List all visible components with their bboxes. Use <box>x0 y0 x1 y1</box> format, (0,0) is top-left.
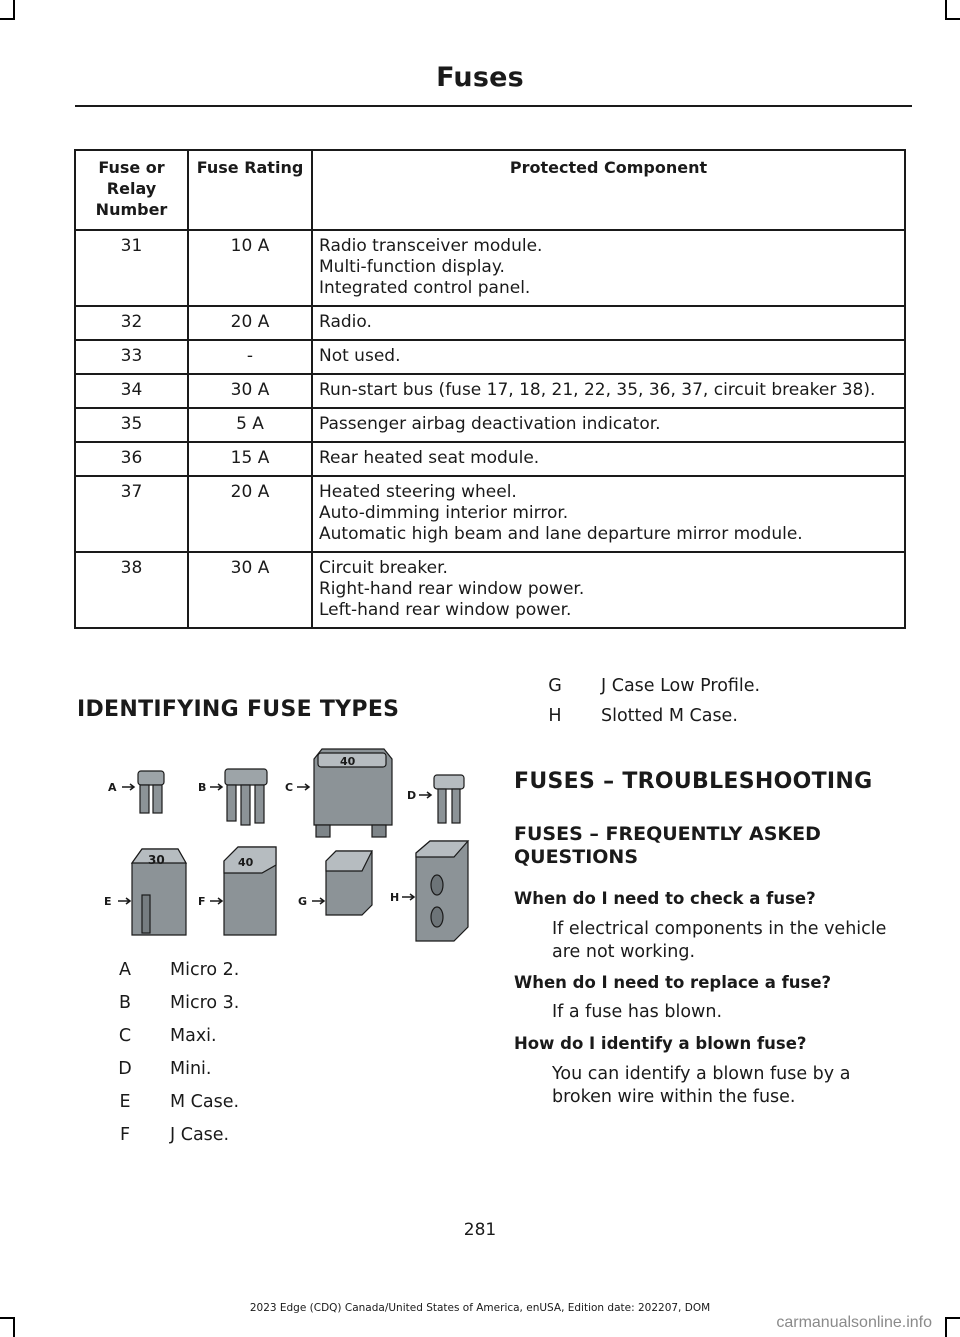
j-case-fuse-icon <box>224 847 276 935</box>
fuse-number-cell: 31 <box>75 230 188 306</box>
fuse-rating-cell: 10 A <box>188 230 312 306</box>
legend-item <box>115 1125 415 1158</box>
figure-label-c: C <box>285 781 294 794</box>
protected-component-cell <box>312 442 905 476</box>
fuse-number-cell: 38 <box>75 552 188 628</box>
fuse-types-illustration <box>92 745 477 945</box>
legend-key: A <box>119 960 131 980</box>
crop-mark <box>945 0 947 20</box>
table-row <box>75 374 905 408</box>
page-number: 281 <box>463 1220 497 1240</box>
fuse-rating-cell: 20 A <box>188 476 312 552</box>
component-line: Right-hand rear window power. <box>319 579 585 599</box>
fuse-legend-left <box>115 960 415 1158</box>
component-line: Automatic high beam and lane departure mirror module. <box>319 524 803 544</box>
crop-mark <box>945 1317 947 1337</box>
svg-text:30: 30 <box>148 853 165 867</box>
faq-question: When do I need to check a fuse? <box>514 889 816 908</box>
m-case-fuse-icon <box>132 849 186 935</box>
legend-item <box>545 706 905 736</box>
legend-key: H <box>548 706 562 726</box>
faq-answer: If electrical components in the vehicle are not working. <box>552 919 887 962</box>
watermark: carmanualsonline.info <box>776 1314 932 1331</box>
legend-item <box>545 676 905 706</box>
column-header-number: Fuse or Relay Number <box>75 150 188 230</box>
figure-label-b: B <box>198 781 207 794</box>
legend-value: Micro 2. <box>170 960 240 980</box>
table-header-row <box>75 150 905 230</box>
faq-answer: If a fuse has blown. <box>552 1002 723 1022</box>
legend-item <box>115 1059 415 1092</box>
maxi-fuse-icon <box>314 749 392 837</box>
figure-label-g: G <box>298 895 308 908</box>
component-line: Not used. <box>319 346 401 366</box>
component-line: Auto-dimming interior mirror. <box>319 503 569 523</box>
svg-text:40: 40 <box>340 755 356 768</box>
column-header-component: Protected Component <box>312 150 905 230</box>
fuse-number-cell: 33 <box>75 340 188 374</box>
component-line: Heated steering wheel. <box>319 482 517 502</box>
legend-key: D <box>118 1059 132 1079</box>
legend-key: F <box>119 1125 131 1145</box>
crop-mark <box>945 18 960 20</box>
figure-label-d: D <box>407 789 417 802</box>
title-divider <box>75 105 912 107</box>
legend-key: G <box>548 676 562 696</box>
fuse-number-cell: 35 <box>75 408 188 442</box>
fuse-types-heading: IDENTIFYING FUSE TYPES <box>77 697 400 722</box>
table-row <box>75 408 905 442</box>
component-line: Circuit breaker. <box>319 558 448 578</box>
protected-component-cell <box>312 408 905 442</box>
fuse-rating-cell: 30 A <box>188 552 312 628</box>
table-row <box>75 476 905 552</box>
page-title: Fuses <box>436 62 524 93</box>
component-line: Multi-function display. <box>319 257 505 277</box>
protected-component-cell <box>312 340 905 374</box>
legend-value: Slotted M Case. <box>601 706 738 726</box>
fuse-rating-cell: 20 A <box>188 306 312 340</box>
legend-key: E <box>119 1092 131 1112</box>
slotted-m-case-fuse-icon <box>416 841 468 941</box>
table-body <box>75 230 905 628</box>
legend-value: J Case. <box>170 1125 230 1145</box>
legend-item <box>115 960 415 993</box>
component-line: Radio transceiver module. <box>319 236 543 256</box>
protected-component-cell <box>312 230 905 306</box>
fuse-number-cell: 36 <box>75 442 188 476</box>
figure-label-h: H <box>390 891 400 904</box>
mini-fuse-icon <box>434 775 464 823</box>
component-line: Passenger airbag deactivation indicator. <box>319 414 661 434</box>
fuse-legend-right <box>545 676 905 736</box>
column-header-rating: Fuse Rating <box>188 150 312 230</box>
component-line: Rear heated seat module. <box>319 448 540 468</box>
component-line: Radio. <box>319 312 372 332</box>
legend-value: Micro 3. <box>170 993 240 1013</box>
figure-label-e: E <box>104 895 112 908</box>
table-row <box>75 552 905 628</box>
fuse-rating-cell: 5 A <box>188 408 312 442</box>
figure-label-a: A <box>108 781 117 794</box>
crop-mark <box>0 18 15 20</box>
faq-heading: FUSES – FREQUENTLY ASKED QUESTIONS <box>514 823 821 868</box>
figure-label-f: F <box>198 895 206 908</box>
faq-answer: You can identify a blown fuse by a broken wire within the fuse. <box>552 1064 851 1107</box>
protected-component-cell <box>312 374 905 408</box>
fuse-rating-cell: 15 A <box>188 442 312 476</box>
document-info: 2023 Edge (CDQ) Canada/United States of America, enUSA, Edition date: 202207, DOM <box>249 1302 711 1314</box>
protected-component-cell <box>312 476 905 552</box>
legend-value: M Case. <box>170 1092 240 1112</box>
table-row <box>75 230 905 306</box>
protected-component-cell <box>312 552 905 628</box>
fuse-number-cell: 32 <box>75 306 188 340</box>
legend-item <box>115 993 415 1026</box>
micro3-fuse-icon <box>225 769 267 825</box>
legend-item <box>115 1026 415 1059</box>
fuse-rating-cell: 30 A <box>188 374 312 408</box>
component-line: Run-start bus (fuse 17, 18, 21, 22, 35, 36, 37, circuit breaker 38). <box>319 380 876 400</box>
legend-value: Mini. <box>170 1059 212 1079</box>
legend-value: J Case Low Profile. <box>601 676 761 696</box>
fuse-table <box>74 149 906 629</box>
crop-mark <box>13 0 15 20</box>
svg-text:40: 40 <box>238 856 254 869</box>
legend-key: C <box>118 1026 132 1046</box>
legend-item <box>115 1092 415 1125</box>
table-row <box>75 306 905 340</box>
table-row <box>75 340 905 374</box>
j-case-low-profile-fuse-icon <box>326 851 372 915</box>
component-line: Integrated control panel. <box>319 278 531 298</box>
crop-mark <box>13 1317 15 1337</box>
fuse-types-figure <box>92 745 477 945</box>
crop-mark <box>945 1317 960 1319</box>
legend-key: B <box>118 993 131 1013</box>
fuse-number-cell: 34 <box>75 374 188 408</box>
crop-mark <box>0 1317 15 1319</box>
faq-question: How do I identify a blown fuse? <box>514 1034 807 1053</box>
fuse-number-cell: 37 <box>75 476 188 552</box>
legend-value: Maxi. <box>170 1026 217 1046</box>
protected-component-cell <box>312 306 905 340</box>
table-row <box>75 442 905 476</box>
faq-question: When do I need to replace a fuse? <box>514 973 832 992</box>
component-line: Left-hand rear window power. <box>319 600 572 620</box>
fuse-rating-cell: - <box>188 340 312 374</box>
micro2-fuse-icon <box>138 771 164 813</box>
troubleshooting-heading: FUSES – TROUBLESHOOTING <box>514 769 873 794</box>
